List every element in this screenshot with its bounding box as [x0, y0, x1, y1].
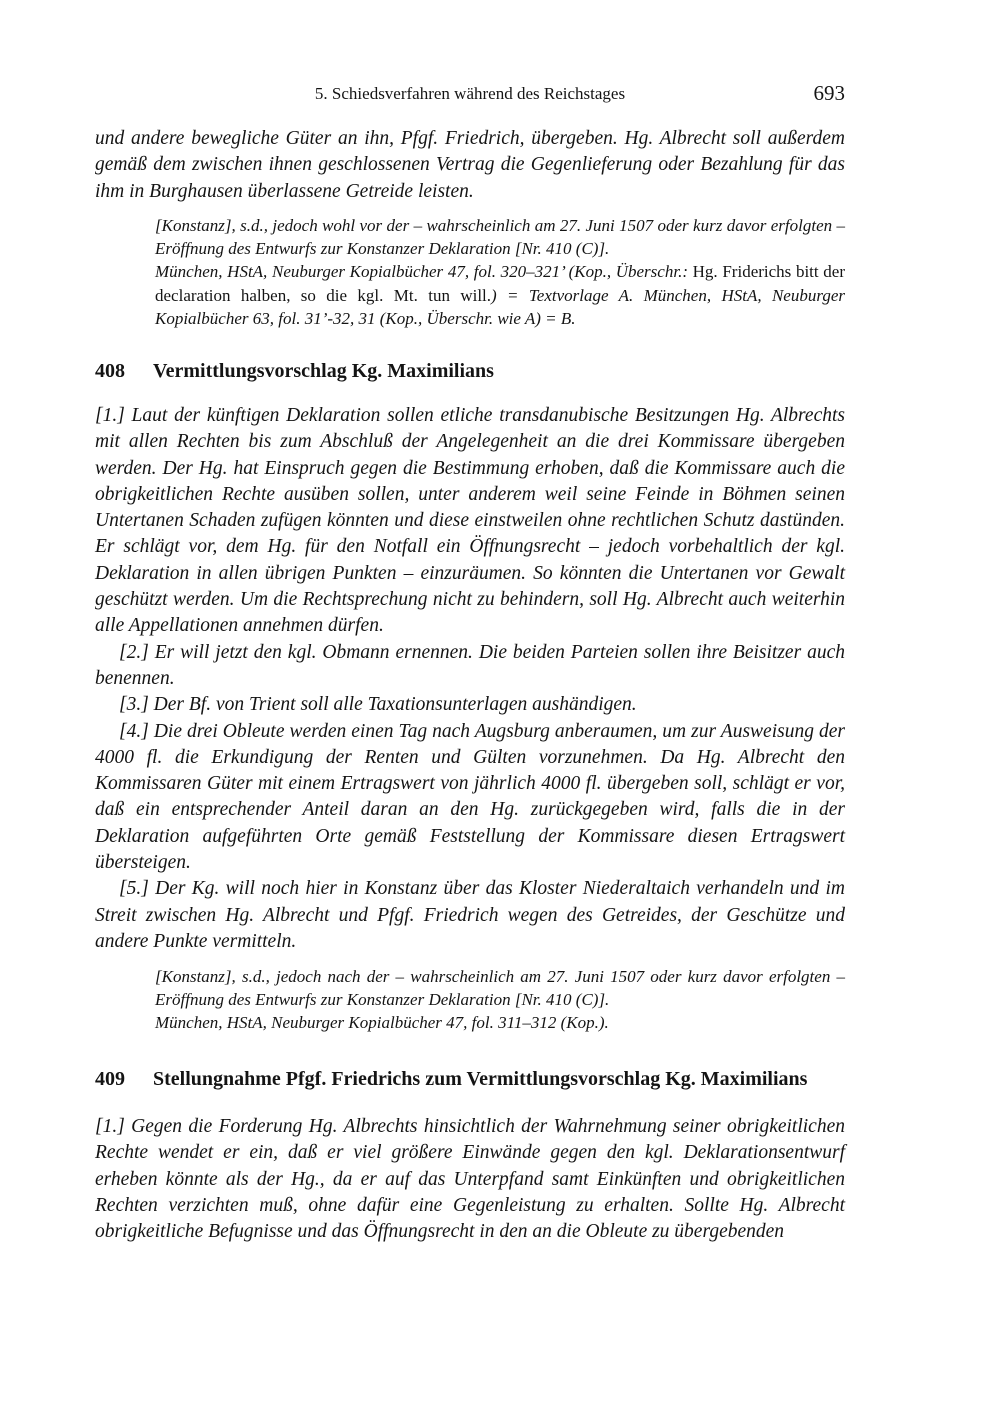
- document-heading-409: [95, 1066, 855, 1092]
- document-number: 408: [95, 360, 125, 382]
- source-note-408: [155, 965, 845, 1035]
- paragraph-3: [3.] Der Bf. von Trient soll alle Taxationsunterlagen aushändigen.: [119, 694, 637, 716]
- document-heading-408: [95, 358, 855, 384]
- running-head: [95, 82, 845, 108]
- source-note-407: [155, 214, 845, 330]
- document-408-body: [0, 403, 845, 955]
- source-archive-line: [155, 260, 845, 330]
- archive-quote: Hg. Friderichs bitt der declaration halben, so die kgl. Mt. tun will.: [155, 262, 845, 305]
- paragraph-1: [1.] Laut der künftigen Deklaration sollen etliche transdanubische Besitzungen Hg. Albrechts mit allen Rechten bis zum Abschluß der Angelegenheit an die drei Kommissare übergeben werden. Der Hg. hat Einspruch gegen die Bestimmung erhoben, daß die Kommissare auch die obrigkeitlichen Rechte ausüben sollen, unter anderem weil seine Feinde in Böhmen seinen Untertanen Schaden zufügen könnten und diese einstweilen ohne rechtlichen Schutz dastünden. Er schlägt vor, dem Hg. für den Notfall ein Öffnungsrecht – jedoch vorbehaltlich der kgl. Deklaration in allen übrigen Punkten – einzuräumen. So könnten die Untertanen vor Gewalt geschützt werden. Um die Rechtsprechung nicht zu behindern, soll Hg. Albrecht auch weiterhin alle Appellationen annehmen dürfen.: [95, 405, 845, 637]
- document-title: Stellungnahme Pfgf. Friedrichs zum Vermittlungsvorschlag Kg. Maximilians: [153, 1068, 808, 1090]
- archive-prefix: München, HStA, Neuburger Kopialbücher 47, fol. 320–321’ (Kop., Überschr.:: [155, 262, 693, 282]
- source-date-line: [Konstanz], s.d., jedoch wohl vor der – wahrscheinlich am 27. Juni 1507 oder kurz davor erfolgten – Eröffnung des Entwurfs zur Konstanzer Deklaration [Nr. 410 (C)].: [155, 216, 845, 259]
- source-date-line: [Konstanz], s.d., jedoch nach der – wahrscheinlich am 27. Juni 1507 oder kurz davor erfolgten – Eröffnung des Entwurfs zur Konstanzer Deklaration [Nr. 410 (C)].: [155, 967, 845, 1010]
- paragraph-4: [4.] Die drei Obleute werden einen Tag nach Augsburg anberaumen, um zur Ausweisung der 4000 fl. die Erkundigung der Renten und Gülten vorzunehmen. Da Hg. Albrecht den Kommissaren Güter mit einem Ertragswert von jährlich 4000 fl. übergeben soll, schlägt er vor, daß ein entsprechender Anteil daran an den Hg. zurückgegeben wird, falls die in der Deklaration aufgeführten Orte gemäß Feststellung der Kommissare diesen Ertragswert übersteigen.: [95, 720, 845, 874]
- page-number: 693: [813, 81, 845, 105]
- source-archive-line: München, HStA, Neuburger Kopialbücher 47, fol. 311–312 (Kop.).: [155, 1013, 609, 1033]
- paragraph-409-1: [1.] Gegen die Forderung Hg. Albrechts hinsichtlich der Wahrnehmung seiner obrigkeitlichen Rechte wendet er ein, daß er viel größere Einwände gegen den kgl. Deklarationsentwurf erheben könnte als der Hg., da er auf das Unterpfand samt Einkünften und obrigkeitlichen Rechten verzichten muß, ohne dafür eine Gegenleistung zu erhalten. Sollte Hg. Albrecht obrigkeitliche Befugnisse und das Öffnungsrecht in den an die Obleute zu übergebenden: [95, 1116, 845, 1243]
- paragraph-5: [5.] Der Kg. will noch hier in Konstanz über das Kloster Niederaltaich verhandeln und im Streit zwischen Hg. Albrecht und Pfgf. Friedrich wegen des Getreides, der Geschütze und andere Punkte vermitteln.: [95, 878, 845, 952]
- archive-suffix: ) = Textvorlage A. München, HStA, Neuburger Kopialbücher 63, fol. 31’-32, 31 (Kop., Überschr. wie A) = B.: [155, 285, 846, 328]
- intro-paragraph: und andere bewegliche Güter an ihn, Pfgf. Friedrich, übergeben. Hg. Albrecht soll außerdem gemäß dem zwischen ihnen geschlossenen Vertrag die Gegenlieferung oder Bezahlung für das ihm in Burghausen überlassene Getreide leisten.: [95, 128, 845, 202]
- running-title: 5. Schiedsverfahren während des Reichstages: [314, 84, 626, 103]
- document-title: Vermittlungsvorschlag Kg. Maximilians: [153, 360, 494, 382]
- paragraph-2: [2.] Er will jetzt den kgl. Obmann ernennen. Die beiden Parteien sollen ihre Beisitzer auch benennen.: [95, 641, 845, 689]
- document-number: 409: [95, 1068, 125, 1090]
